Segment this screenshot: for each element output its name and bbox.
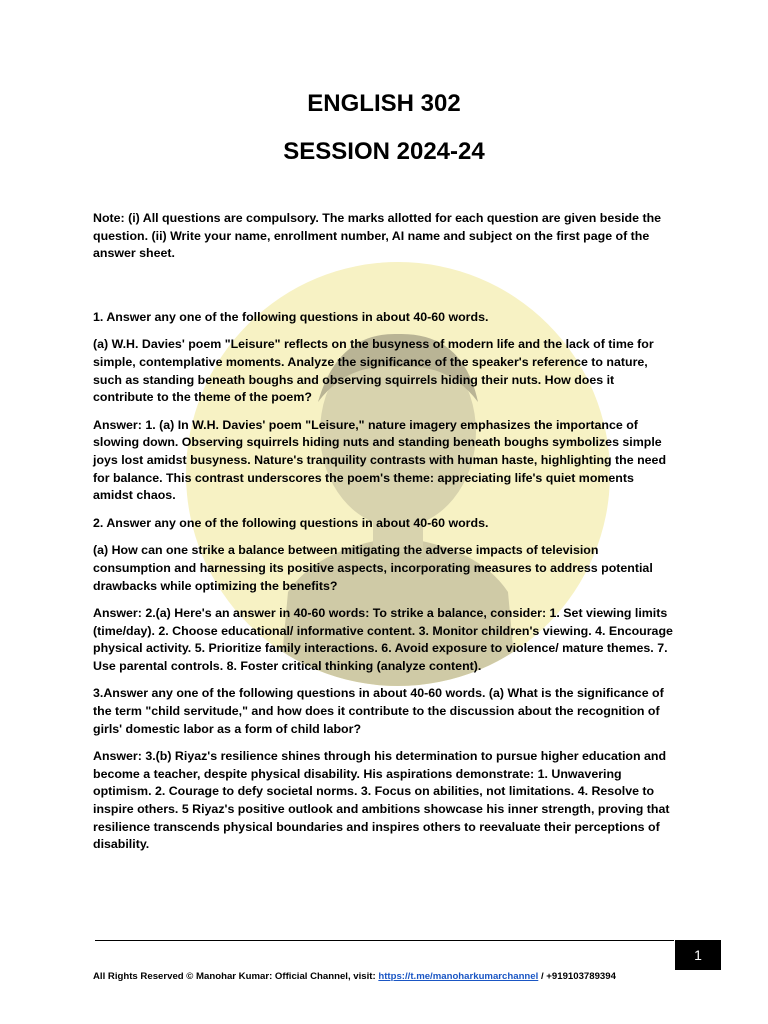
q1-instruction: 1. Answer any one of the following questions in about 40-60 words. — [93, 309, 489, 324]
session-title: SESSION 2024-24 — [283, 138, 485, 165]
q1-answer: Answer: 1. (a) In W.H. Davies' poem "Leisure," nature imagery emphasizes the importance of slowing down. Observing squirrels hiding nuts and standing beneath boughs symbolizes simple joys lost amidst busyness. Nature's tranquility contrasts with human haste, highlighting the need for balance. This contrast underscores the poem's theme: appreciating life's quiet moments amidst chaos. — [93, 417, 667, 503]
page-number: 1 — [675, 940, 721, 970]
q1-question: (a) W.H. Davies' poem "Leisure" reflects on the busyness of modern life and the lack of time for simple, contemplative moments. Analyze the significance of the speaker's reference to nature, such as standing beneath boughs and observing squirrels hiding their nuts. How does it contribute to the theme of the poem? — [93, 337, 654, 405]
page-title: ENGLISH 302 — [307, 90, 461, 117]
q2-instruction: 2. Answer any one of the following questions in about 40-60 words. — [93, 515, 489, 530]
footer-divider — [95, 940, 674, 941]
q3-answer: Answer: 3.(b) Riyaz's resilience shines through his determination to pursue higher education and become a teacher, despite physical disability. His aspirations demonstrate: 1. Unwavering optimism. 2. Courage to defy societal norms. 3. Focus on abilities, not limitations. 4. Resolve to inspire others. 5 Riyaz's positive outlook and ambitions showcase his inner strength, proving that resilience transcends physical boundaries and inspires others to reevaluate their perceptions of disability. — [93, 749, 670, 852]
q3-question: 3.Answer any one of the following questions in about 40-60 words. (a) What is the significance of the term "child servitude," and how does it contribute to the discussion about the recognition of girls' domestic labor as a form of child labor? — [93, 686, 664, 736]
document-body — [93, 210, 675, 864]
footer — [93, 971, 693, 982]
footer-phone-text: / +919103789394 — [538, 971, 616, 982]
instructions-note: Note: (i) All questions are compulsory. The marks allotted for each question are given beside the question. (ii) Write your name, enrollment number, AI name and subject on the first page of the answer sheet. — [93, 211, 662, 261]
q2-answer: Answer: 2.(a) Here's an answer in 40-60 words: To strike a balance, consider: 1. Set viewing limits (time/day). 2. Choose educational/ informative content. 3. Monitor children's viewing. 4. Encourage physical activity. 5. Prioritize family interactions. 6. Avoid exposure to violence/ mature themes. 7. Use parental controls. 8. Foster critical thinking (analyze content). — [93, 606, 673, 673]
q2-question: (a) How can one strike a balance between mitigating the adverse impacts of television consumption and harnessing its positive aspects, incorporating measures to address potential drawbacks while optimizing the benefits? — [93, 543, 653, 593]
footer-rights-text: All Rights Reserved © Manohar Kumar: Official Channel, visit: — [93, 971, 379, 982]
telegram-channel-link[interactable]: https://t.me/manoharkumarchannel — [378, 971, 539, 982]
